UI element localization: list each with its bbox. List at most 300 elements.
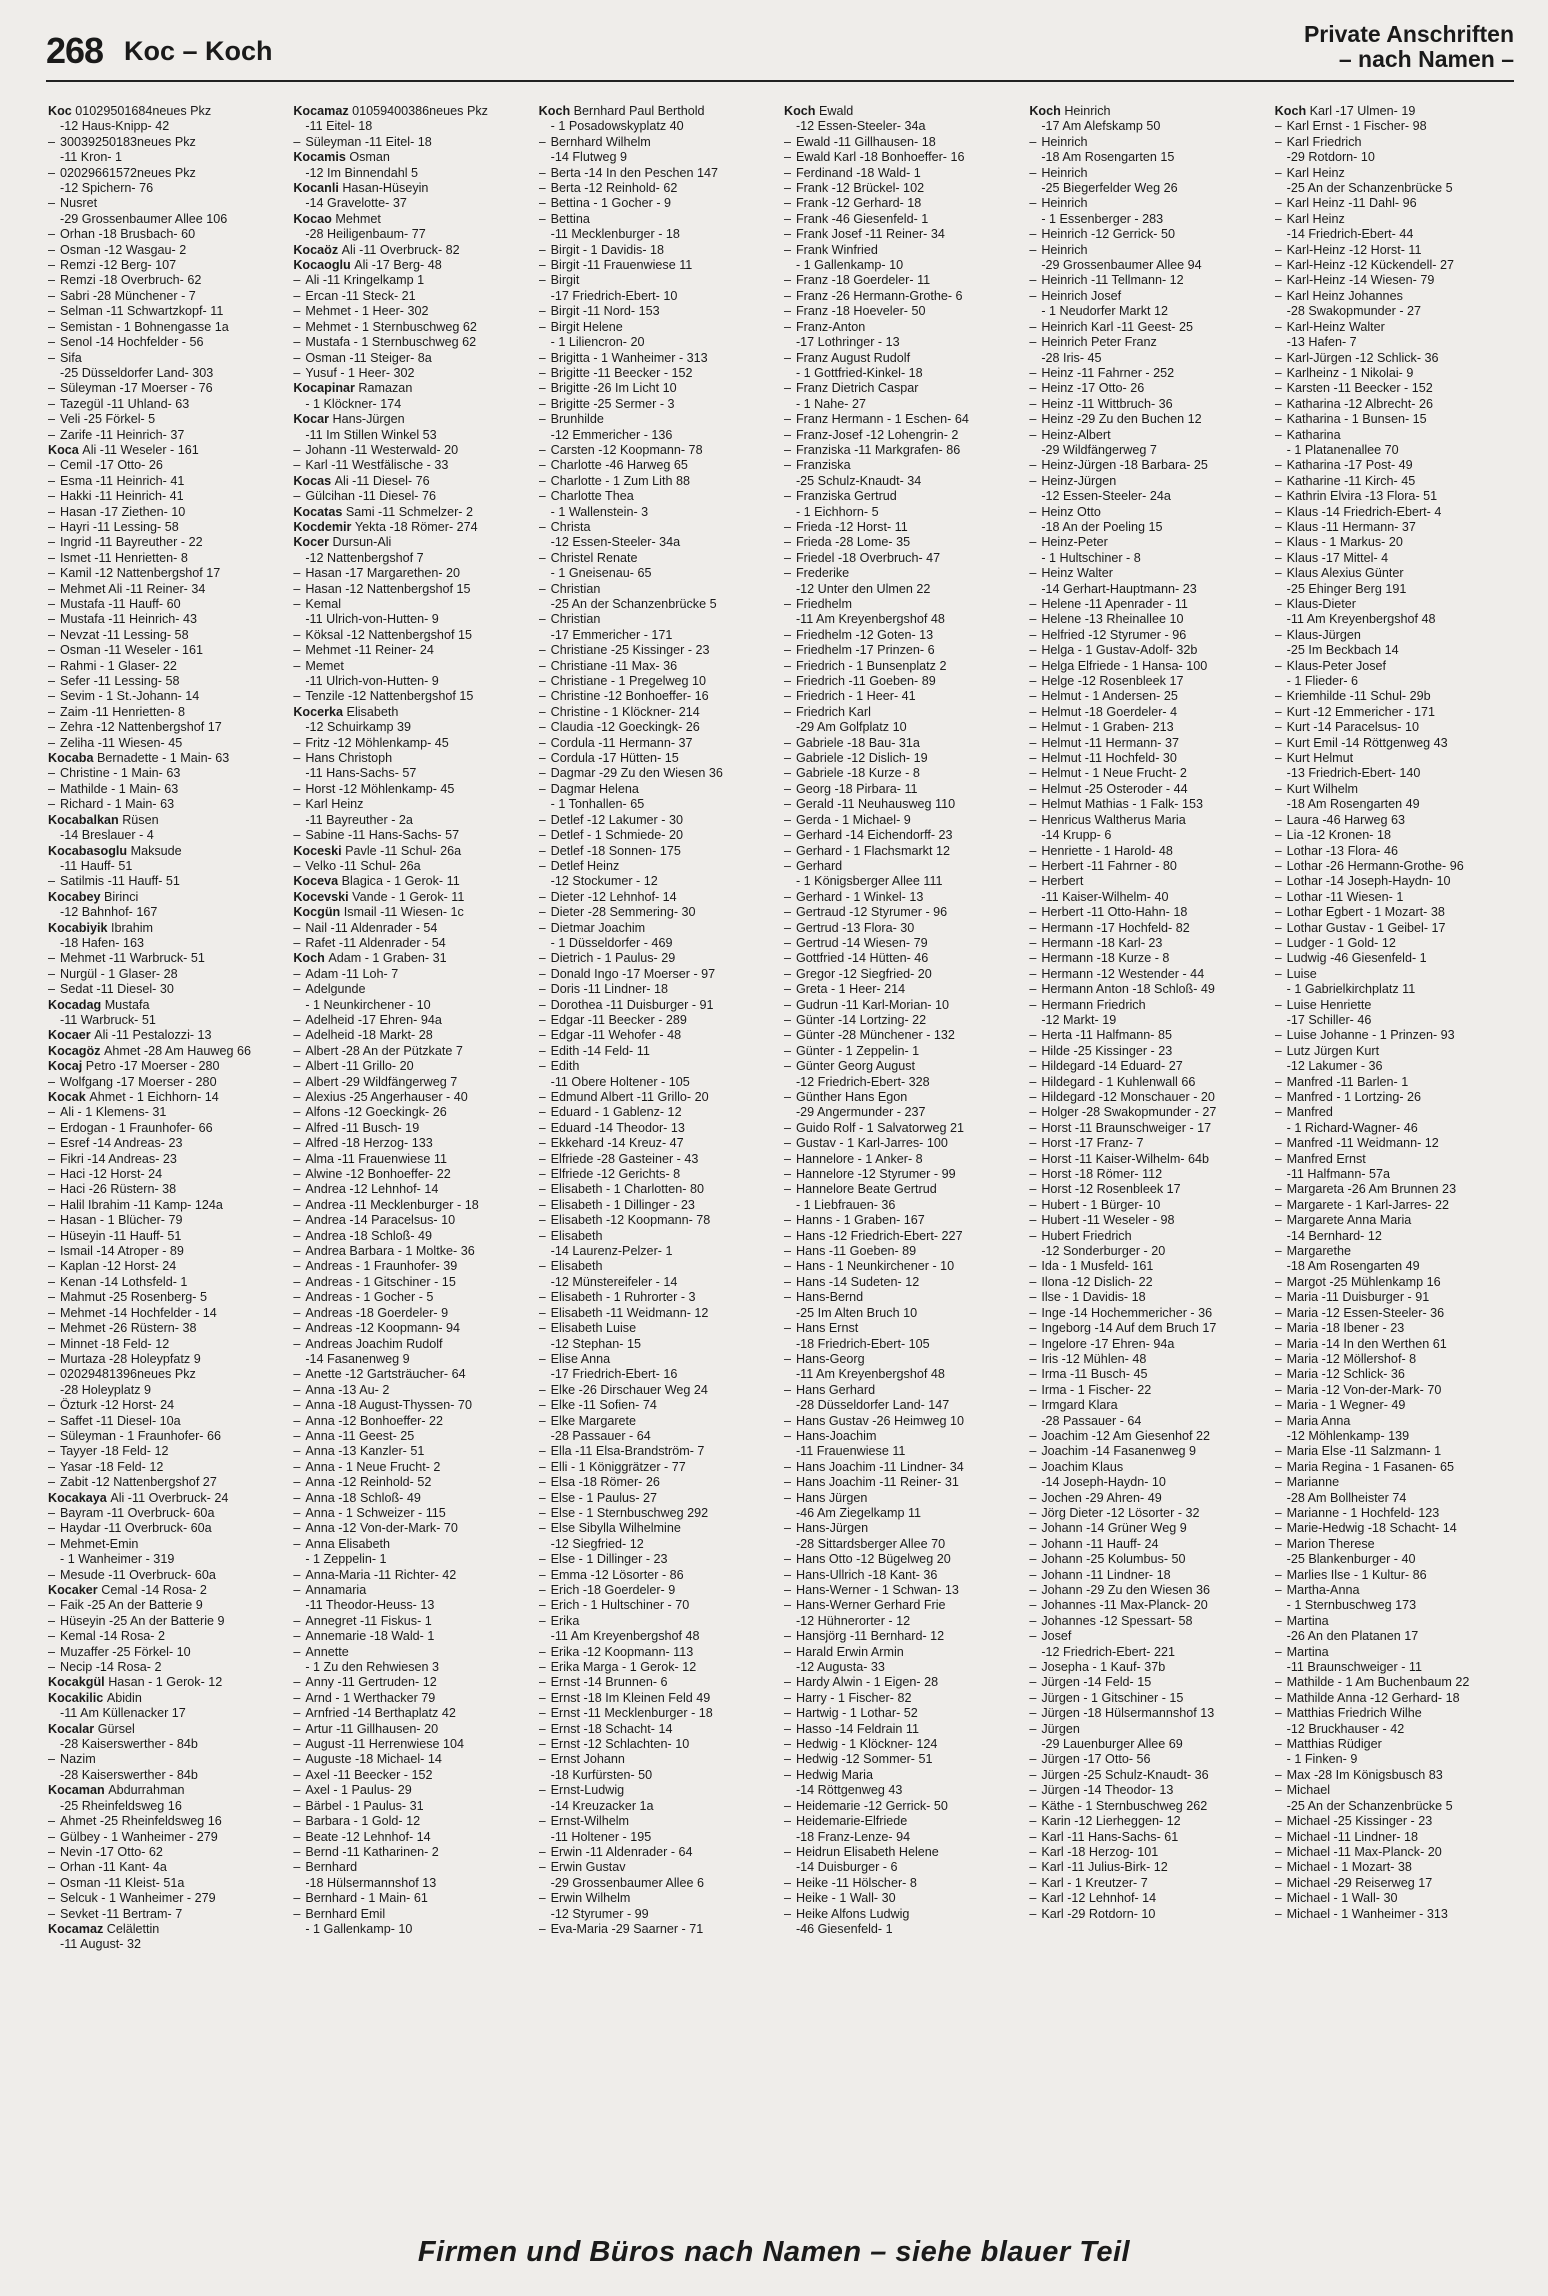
directory-entry (784, 1475, 1025, 1490)
directory-entry (1275, 751, 1516, 766)
directory-entry (293, 921, 534, 936)
section-subtitle: – nach Namen – (1338, 46, 1514, 72)
directory-entry (1275, 1583, 1516, 1598)
entry-text: Hubert - 1 Bürger- 10 (1041, 1197, 1161, 1212)
entry-text: Hermann -12 Westender - 44 (1041, 966, 1205, 981)
entry-text: Helga Elfriede - 1 Hansa- 100 (1041, 658, 1208, 673)
entry-surname: Kocatas (293, 504, 346, 519)
entry-dash: – (48, 396, 56, 411)
entry-dash: – (538, 242, 546, 257)
directory-entry (784, 150, 1025, 165)
entry-text: Heinrich (1041, 196, 1088, 211)
directory-entry (293, 166, 534, 181)
directory-entry (1029, 582, 1270, 597)
entry-dash: – (293, 1860, 301, 1875)
entry-dash: – (293, 1459, 301, 1474)
entry-dash: – (1274, 1814, 1282, 1829)
entry-text: -28 Holeyplatz 9 (60, 1382, 152, 1397)
entry-text: Friedrich Karl (795, 704, 871, 719)
directory-entry (48, 1429, 289, 1444)
directory-entry (1275, 705, 1516, 720)
entry-text: Horst -12 Rosenbleek 17 (1041, 1182, 1181, 1197)
directory-entry (539, 1629, 780, 1644)
directory-entry (293, 119, 534, 134)
directory-entry (293, 1105, 534, 1120)
entry-text: Elke Margarete (550, 1413, 637, 1428)
entry-text: Mehmet Ali -11 Reiner- 34 (60, 581, 206, 596)
entry-text: -29 Grossenbaumer Allee 94 (1041, 258, 1202, 273)
entry-text: Esref -14 Andreas- 23 (60, 1136, 183, 1151)
directory-entry (784, 1876, 1025, 1891)
directory-entry (1029, 628, 1270, 643)
directory-entry (293, 289, 534, 304)
directory-entry (539, 1506, 780, 1521)
entry-dash: – (293, 304, 301, 319)
directory-entry (293, 874, 534, 889)
entry-dash: – (48, 874, 56, 889)
entry-dash: – (293, 1120, 301, 1135)
directory-entry (293, 196, 534, 211)
entry-dash: – (1029, 504, 1037, 519)
entry-text: -11 Braunschweiger - 11 (1286, 1660, 1422, 1675)
entry-text: Gabriele -18 Kurze - 8 (795, 766, 920, 781)
entry-text: Rafet -11 Aldenrader - 54 (305, 935, 446, 950)
entry-dash: – (783, 350, 791, 365)
entry-text: Johann -11 Lindner- 18 (1041, 1567, 1171, 1582)
entry-dash: – (1029, 1074, 1037, 1089)
entry-text: Elisabeth (550, 1259, 603, 1274)
entry-text: Gerda - 1 Michael- 9 (795, 812, 911, 827)
entry-text: Maria -12 Von-der-Mark- 70 (1286, 1382, 1442, 1397)
entry-text: Ella -11 Elsa-Brandström- 7 (550, 1444, 705, 1459)
directory-entry (293, 135, 534, 150)
entry-dash: – (1274, 720, 1282, 735)
entry-dash: – (1029, 1120, 1037, 1135)
entry-text: -12 Spichern- 76 (60, 181, 154, 196)
entry-dash: – (1274, 1690, 1282, 1705)
directory-entry (48, 736, 289, 751)
directory-entry (48, 1629, 289, 1644)
entry-dash: – (1274, 1675, 1282, 1690)
entry-text: Erwin Wilhelm (550, 1891, 631, 1906)
entry-dash: – (783, 319, 791, 334)
entry-dash: – (538, 1228, 546, 1243)
entry-text: Fritz -12 Möhlenkamp- 45 (305, 735, 449, 750)
directory-entry (784, 443, 1025, 458)
directory-entry (1029, 1691, 1270, 1706)
directory-entry (1275, 196, 1516, 211)
entry-dash: – (1274, 1182, 1282, 1197)
entry-dash: – (48, 134, 56, 149)
entry-text: Hans-Jürgen (795, 1521, 869, 1536)
entry-text: Hildegard -12 Monschauer - 20 (1041, 1090, 1215, 1104)
entry-dash: – (1029, 1783, 1037, 1798)
entry-text: Karl Heinz (1286, 211, 1345, 226)
entry-text: Helmut -18 Goerdeler- 4 (1041, 704, 1178, 719)
entry-text: Andrea -18 Schloß- 49 (305, 1228, 433, 1243)
entry-dash: – (538, 1382, 546, 1397)
entry-dash: – (783, 1151, 791, 1166)
entry-dash: – (1029, 242, 1037, 257)
entry-dash: – (538, 735, 546, 750)
directory-entry (539, 921, 780, 936)
directory-entry (1029, 1152, 1270, 1167)
entry-dash: – (538, 1090, 546, 1104)
entry-dash: – (293, 1136, 301, 1151)
entry-dash: – (538, 1752, 546, 1767)
entry-text: Erwin -11 Aldenrader - 64 (550, 1844, 693, 1859)
entry-text: Andrea -11 Mecklenburger - 18 (305, 1197, 479, 1212)
entry-dash: – (783, 1120, 791, 1135)
entry-dash: – (293, 781, 301, 796)
directory-entry (539, 890, 780, 905)
directory-entry (48, 689, 289, 704)
entry-dash: – (293, 627, 301, 642)
entry-text: Jürgen -14 Feld- 15 (1041, 1675, 1152, 1690)
entry-text: Erwin Gustav (550, 1860, 626, 1875)
directory-entry (293, 1306, 534, 1321)
entry-surname: Kocabasoglu (48, 843, 131, 858)
directory-entry (293, 1768, 534, 1783)
entry-dash: – (783, 1875, 791, 1890)
entry-text: -18 Franz-Lenze- 94 (795, 1829, 911, 1844)
entry-dash: – (293, 1028, 301, 1043)
entry-surname: Kocerka (293, 704, 347, 719)
entry-dash: – (1274, 689, 1282, 704)
entry-dash: – (538, 304, 546, 319)
directory-entry (1029, 458, 1270, 473)
directory-entry (293, 1645, 534, 1660)
entry-text: -29 Grossenbaumer Allee 6 (550, 1875, 704, 1890)
entry-text: -14 Friedrich-Ebert- 44 (1286, 227, 1414, 242)
entry-text: - 1 Wallenstein- 3 (550, 504, 649, 519)
directory-entry (1029, 1383, 1270, 1398)
entry-dash: – (538, 1167, 546, 1182)
entry-text: Irmgard Klara (1041, 1398, 1118, 1413)
directory-entry (784, 1244, 1025, 1259)
entry-dash: – (783, 828, 791, 843)
entry-text: Süleyman - 1 Fraunhofer- 66 (60, 1428, 222, 1443)
entry-text: -12 Essen-Steeler- 34a (550, 535, 681, 550)
entry-text: 30039250183neues Pkz (60, 134, 196, 149)
directory-entry (784, 258, 1025, 273)
entry-text: Karl Heinz (1286, 165, 1345, 180)
entry-text: Jürgen -14 Theodor- 13 (1041, 1783, 1174, 1798)
entry-dash: – (1029, 381, 1037, 396)
entry-text: Lia -12 Kronen- 18 (1286, 828, 1391, 843)
entry-dash: – (783, 427, 791, 442)
entry-dash: – (783, 412, 791, 427)
entry-dash: – (293, 1521, 301, 1536)
entry-dash: – (48, 504, 56, 519)
directory-entry (1029, 196, 1270, 211)
directory-entry (1275, 1675, 1516, 1690)
directory-entry (1275, 674, 1516, 689)
directory-entry (1029, 1105, 1270, 1120)
entry-dash: – (1274, 843, 1282, 858)
entry-text: Klaus - 1 Markus- 20 (1286, 535, 1403, 550)
entry-dash: – (1274, 658, 1282, 673)
entry-dash: – (538, 381, 546, 396)
entry-text: Mesude -11 Overbruck- 60a (60, 1567, 216, 1582)
entry-dash: – (1274, 1398, 1282, 1413)
entry-text: Zaim -11 Henrietten- 8 (60, 704, 186, 719)
entry-dash: – (1029, 1459, 1037, 1474)
entry-text: Horst -17 Franz- 7 (1041, 1136, 1144, 1151)
entry-text: Alfons -12 Goeckingk- 26 (305, 1105, 447, 1120)
entry-dash: – (1274, 1213, 1282, 1228)
entry-text: Haydar -11 Overbruck- 60a (60, 1521, 212, 1536)
directory-entry (784, 304, 1025, 319)
directory-entry (48, 1182, 289, 1197)
section-heading (1304, 22, 1514, 72)
entry-text: Martina (1286, 1644, 1329, 1659)
directory-entry (293, 1907, 534, 1922)
directory-entry (784, 1891, 1025, 1906)
directory-entry (293, 1059, 534, 1074)
entry-dash: – (48, 720, 56, 735)
entry-text: Andreas Joachim Rudolf (305, 1336, 443, 1351)
directory-entry (539, 1044, 780, 1059)
entry-dash: – (1274, 1644, 1282, 1659)
entry-text: Anna Elisabeth (305, 1536, 391, 1551)
directory-entry (48, 890, 289, 905)
directory-entry (1029, 1537, 1270, 1552)
directory-entry (784, 1737, 1025, 1752)
directory-entry (1275, 936, 1516, 951)
entry-text: Zarife -11 Heinrich- 37 (60, 427, 185, 442)
directory-entry (784, 166, 1025, 181)
directory-entry (1275, 1290, 1516, 1305)
directory-entry (539, 967, 780, 982)
directory-entry (539, 551, 780, 566)
directory-entry (293, 797, 534, 812)
directory-entry (784, 828, 1025, 843)
entry-text: Donald Ingo -17 Moerser - 97 (550, 966, 716, 981)
entry-dash: – (1274, 935, 1282, 950)
entry-text: Marie-Hedwig -18 Schacht- 14 (1286, 1521, 1457, 1536)
directory-entry (784, 1059, 1025, 1074)
entry-text: Bernhard Emil (305, 1906, 386, 1921)
directory-entry (293, 1722, 534, 1737)
directory-entry (784, 505, 1025, 520)
entry-text: Wolfgang -17 Moerser - 280 (60, 1074, 217, 1089)
entry-text: Elise Anna (550, 1351, 611, 1366)
entry-text: Sedat -11 Diesel- 30 (60, 982, 174, 997)
directory-entry (48, 859, 289, 874)
directory-entry (1275, 181, 1516, 196)
entry-dash: – (48, 581, 56, 596)
entry-text: Elisabeth - 1 Dillinger - 23 (550, 1197, 695, 1212)
entry-dash: – (1029, 365, 1037, 380)
entry-text: Dorothea -11 Duisburger - 91 (550, 997, 714, 1012)
directory-entry (539, 628, 780, 643)
directory-entry (1275, 643, 1516, 658)
entry-text: Andrea -12 Lehnhof- 14 (305, 1182, 439, 1197)
entry-text: Hedwig -12 Sommer- 51 (795, 1752, 933, 1767)
entry-text: Dagmar Helena (550, 781, 639, 796)
directory-entry (48, 273, 289, 288)
directory-entry (48, 951, 289, 966)
directory-entry (293, 859, 534, 874)
entry-text: Ernst -12 Schlachten- 10 (550, 1737, 690, 1752)
directory-entry (293, 1783, 534, 1798)
directory-entry (1029, 428, 1270, 443)
directory-entry (784, 1229, 1025, 1244)
entry-text: - 1 Posadowskyplatz 40 (550, 119, 684, 134)
entry-text: Sabri -28 Münchener - 7 (60, 288, 196, 303)
directory-entry (1029, 1352, 1270, 1367)
entry-text: Axel - 1 Paulus- 29 (305, 1783, 412, 1798)
directory-entry (784, 135, 1025, 150)
entry-text: Elisabeth (346, 704, 399, 719)
entry-text: Dagmar -29 Zu den Wiesen 36 (550, 766, 723, 781)
entry-dash: – (48, 550, 56, 565)
entry-dash: – (1274, 1290, 1282, 1305)
entry-text: Hasan - 1 Gerok- 12 (108, 1675, 223, 1690)
directory-entry (48, 535, 289, 550)
entry-text: Richard - 1 Main- 63 (60, 797, 175, 812)
entry-text: Ali -11 Overbruck- 24 (110, 1490, 229, 1505)
entry-dash: – (1029, 1690, 1037, 1705)
directory-entry (784, 905, 1025, 920)
directory-entry (784, 381, 1025, 396)
directory-entry (293, 535, 534, 550)
entry-dash: – (48, 1428, 56, 1443)
entry-text: Erich - 1 Hultschiner - 70 (550, 1598, 690, 1613)
entry-surname: Kocadag (48, 997, 105, 1012)
entry-dash: – (1029, 227, 1037, 242)
directory-entry (293, 905, 534, 920)
directory-entry (1029, 1722, 1270, 1737)
entry-dash: – (1274, 1028, 1282, 1043)
entry-text: Jürgen (1041, 1721, 1080, 1736)
directory-entry (1275, 412, 1516, 427)
entry-text: Herta -11 Halfmann- 85 (1041, 1028, 1172, 1043)
entry-dash: – (538, 951, 546, 966)
directory-entry (784, 813, 1025, 828)
directory-entry (48, 1460, 289, 1475)
entry-dash: – (538, 196, 546, 211)
entry-text: -12 Sonderburger - 20 (1041, 1244, 1166, 1259)
entry-dash: – (293, 689, 301, 704)
entry-dash: – (783, 1213, 791, 1228)
directory-entry (1275, 1259, 1516, 1274)
entry-text: Gülcihan -11 Diesel- 76 (305, 489, 436, 504)
directory-entry (784, 1337, 1025, 1352)
directory-entry (1029, 489, 1270, 504)
entry-dash: – (48, 1228, 56, 1243)
entry-text: -17 Lothringer - 13 (795, 335, 900, 350)
entry-text: Lothar -11 Wiesen- 1 (1286, 889, 1404, 904)
entry-text: Franz -18 Hoeveler- 50 (795, 304, 926, 319)
directory-entry (48, 1706, 289, 1721)
directory-entry (293, 212, 534, 227)
entry-dash: – (538, 1213, 546, 1228)
entry-text: Elfriede -12 Gerichts- 8 (550, 1167, 681, 1182)
entry-dash: – (1029, 643, 1037, 658)
directory-entry (48, 1645, 289, 1660)
entry-text: Adelgunde (305, 982, 366, 997)
entry-text: -28 Heiligenbaum- 77 (305, 227, 426, 242)
entry-text: Hans Joachim -11 Lindner- 34 (795, 1459, 964, 1474)
entry-dash: – (293, 1721, 301, 1736)
directory-entry (1029, 874, 1270, 889)
entry-text: Franziska (795, 458, 851, 473)
entry-text: Ernst-Ludwig (550, 1783, 625, 1798)
entry-dash: – (783, 1012, 791, 1027)
directory-entry (1275, 766, 1516, 781)
entry-text: Frederike (795, 566, 850, 581)
directory-entry (539, 273, 780, 288)
entry-dash: – (48, 1906, 56, 1921)
directory-entry (48, 998, 289, 1013)
entry-dash: – (783, 1167, 791, 1182)
entry-text: Celälettin (106, 1921, 160, 1936)
entry-text: Ingrid -11 Bayreuther - 22 (60, 535, 203, 550)
directory-entry (293, 1090, 534, 1105)
directory-entry (293, 335, 534, 350)
entry-dash: – (1029, 1891, 1037, 1906)
entry-text: Lutz Jürgen Kurt (1286, 1043, 1380, 1058)
entry-text: Hans-Bernd (795, 1290, 864, 1305)
entry-text: Beate -12 Lehnhof- 14 (305, 1829, 431, 1844)
entry-dash: – (48, 1829, 56, 1844)
entry-text: Franziska Gertrud (795, 489, 897, 504)
entry-surname: Kocaba (48, 751, 97, 766)
directory-entry (48, 782, 289, 797)
directory-entry (1029, 1660, 1270, 1675)
entry-dash: – (783, 1059, 791, 1074)
entry-text: Guido Rolf - 1 Salvatorweg 21 (795, 1120, 964, 1135)
directory-entry (1275, 1321, 1516, 1336)
directory-entry (1029, 566, 1270, 581)
entry-dash: – (1029, 997, 1037, 1012)
directory-entry (48, 1321, 289, 1336)
entry-text: Hasso -14 Feldrain 11 (795, 1721, 919, 1736)
directory-entry (539, 659, 780, 674)
entry-dash: – (1274, 920, 1282, 935)
entry-text: Karl-Heinz -14 Wiesen- 79 (1286, 273, 1435, 288)
entry-text: Annemarie -18 Wald- 1 (305, 1629, 435, 1644)
entry-surname: Koceski (293, 843, 346, 858)
entry-text: Holger -28 Swakopmunder - 27 (1041, 1105, 1217, 1120)
directory-entry (293, 1614, 534, 1629)
entry-text: -14 Röttgenweg 43 (795, 1783, 903, 1798)
entry-text: Brigitte -11 Beecker - 152 (550, 365, 693, 380)
directory-entry (1029, 1552, 1270, 1567)
entry-text: Erdogan - 1 Fraunhofer- 66 (60, 1120, 213, 1135)
entry-text: Jürgen -18 Hülsermannshof 13 (1041, 1706, 1215, 1721)
directory-entry (539, 1752, 780, 1767)
entry-dash: – (1029, 704, 1037, 719)
entry-text: Ramazan (358, 381, 413, 396)
directory-entry (293, 705, 534, 720)
entry-text: Michael -29 Reiserweg 17 (1286, 1875, 1433, 1890)
entry-dash: – (538, 997, 546, 1012)
entry-text: Friedrich - 1 Bunsenplatz 2 (795, 658, 947, 673)
directory-entry (1029, 921, 1270, 936)
directory-entry (539, 1013, 780, 1028)
directory-entry (1275, 505, 1516, 520)
directory-entry (1029, 1814, 1270, 1829)
footer-note: Firmen und Büros nach Namen – siehe blauer Teil (417, 2236, 1131, 2268)
entry-dash: – (783, 1259, 791, 1274)
directory-entry (1275, 1367, 1516, 1382)
entry-text: Max -28 Im Königsbusch 83 (1286, 1767, 1443, 1782)
directory-entry (1275, 1337, 1516, 1352)
directory-entry (1275, 921, 1516, 936)
